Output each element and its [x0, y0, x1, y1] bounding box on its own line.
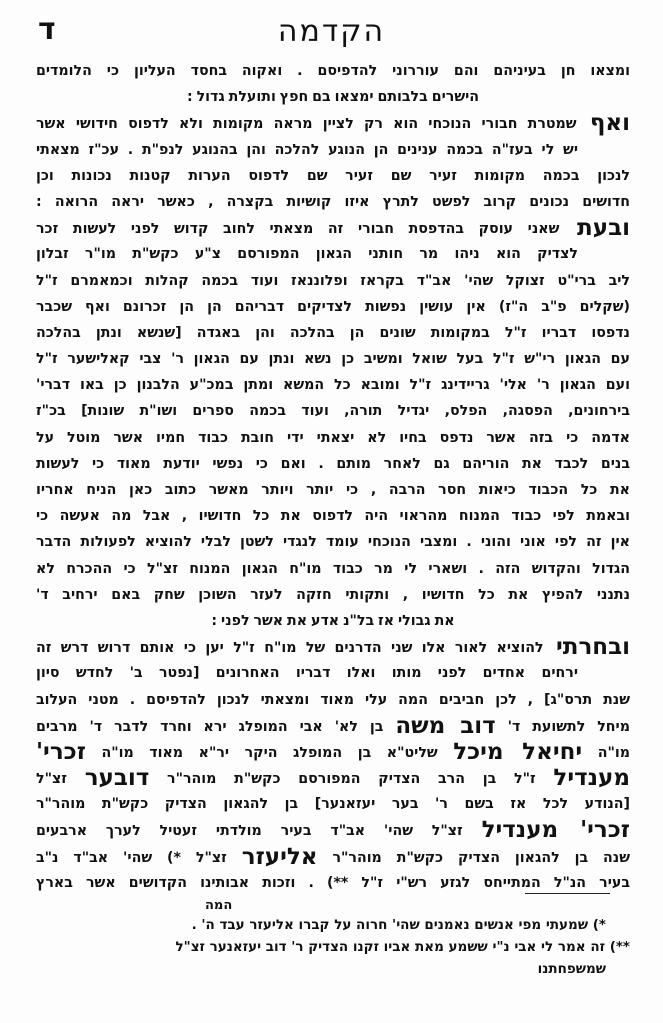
text-segment: [הנודע לכל אז בשם ר' בער יעזאנער] בן להגאון הצדיק כקש"ת מוהר"ר	[36, 796, 630, 813]
text-line	[36, 110, 630, 136]
text-segment: שנה בן להגאון הצדיק כקש"ת מוהר"ר	[317, 849, 630, 866]
text-line	[36, 608, 630, 634]
text-segment: (שקלים פ"ב ה"ז) אין עושין נפשות לצדיקים דבריהם הן הן זכרונם ואף שכבר	[36, 298, 630, 315]
text-segment: בירחונים, הפסגה, הפלס, יגדיל תורה, ועוד בכמה ספרים ושו"ת שונות] בכ"ז	[36, 403, 630, 420]
text-segment: נתנני להפיץ את כל חדושיו , ותקותי חזקה לעזר השוכן שחק באם ירחיב ד'	[36, 586, 630, 603]
text-segment: ובאמת לפי כבוד המנוח מהראוי היה לדפוס את כל חדושיו , אבל מה אעשה כי	[36, 508, 630, 525]
text-segment: את גבולי אז בל"נ אדע את אשר לפני :	[211, 612, 455, 629]
text-segment: שנת תרס"ג] , לכן חביבים המה עלי מאוד ומצאתי לנכון להדפיסם . מטני העלוב	[36, 691, 630, 708]
text-segment: את כל הכבוד כיאות חסר הרבה , כי יותר ויותר מאשר כתוב כאן הניח אחריו	[36, 482, 630, 498]
text-line	[36, 215, 630, 241]
text-segment: בעיר הנ"ל המתייחס לגזע רש"י ז"ל **) . וזכות אבותינו הקדושים אשר בארץ	[36, 874, 630, 891]
text-line	[36, 556, 630, 582]
emphasized-word: דובער	[84, 765, 150, 792]
text-segment: ועם הגאון ר' אלי' גריידינג ז"ל ומובא כל המשא ומתן במכ"ע הלבנון כן באו דברי'	[36, 377, 630, 394]
text-line	[36, 451, 630, 477]
text-line	[36, 268, 630, 294]
text-line	[36, 84, 630, 110]
text-segment: הישרים בלבותם ימצאו בם חפץ ותועלת גדול :	[186, 89, 480, 106]
text-segment: אדמה כי בזה אשר נדפס בחיו לא יצאתי ידי חובת כבוד חמיו אשר מוטל על	[36, 429, 630, 446]
emphasized-word: זכרי' מענדיל	[481, 817, 630, 844]
text-segment: זצ"ל	[36, 771, 85, 788]
emphasized-word: זכרי'	[36, 738, 86, 765]
text-line	[36, 425, 630, 451]
text-segment: שאני עוסק בהדפסת חבורי זה מצאתי לחוב קדוש לפני לעשות זכר	[36, 221, 560, 238]
footnote: **) זה אמר לי אבי נ"י ששמע מאת אביו זקנו הצדיק ר' דוב יעזאנער זצ"ל	[175, 939, 630, 955]
text-segment: מיחל לתשועת ד'	[495, 718, 630, 735]
text-line	[36, 660, 630, 686]
text-segment: בן לא' אבי המופלג ירא וחרד לדבר ד' מרבים	[36, 718, 396, 735]
text-line	[36, 163, 630, 189]
text-line	[36, 241, 630, 267]
text-line	[36, 294, 630, 320]
text-segment: ז"ל בן הרב הצדיק המפורסם כקש"ת מוהר"ר	[149, 771, 554, 788]
footnote: *) שמעתי מפי אנשים נאמנים שהי' חרוה על קברו אליעזר עבד ה' .	[191, 917, 606, 933]
text-segment: נדפסו דבריו ז"ל במקומות שונים הן בהלכה והן באגדה [שנשא ונתן בהלכה	[36, 324, 630, 341]
text-line	[36, 634, 630, 660]
text-line	[36, 372, 630, 398]
text-segment: זצ"ל *) שהי' אב"ד נ"ב	[36, 849, 242, 866]
emphasized-word: מענדיל	[553, 765, 630, 792]
footnote-continuation: שמשפחתנו	[537, 961, 606, 977]
text-line	[36, 817, 630, 843]
emphasized-word: ובחרתי	[543, 634, 630, 661]
catchword: המה	[205, 898, 233, 913]
text-line	[36, 713, 630, 739]
text-segment: שמטרת חבורי הנוכחי הוא רק לציין מראה מקומות ולא לדפוס חידושי אשר	[36, 116, 577, 133]
text-line	[36, 137, 630, 163]
text-segment: לצדיק הוא ניהו מר חותני הגאון המפורסם צ"ע כקש"ת מו"ר זבלון	[36, 246, 578, 263]
text-line	[36, 687, 630, 713]
emphasized-word: אליעזר	[241, 843, 318, 870]
text-segment: חדושים נכונים קרוב לפשט לתרץ איזו קושיות בקצרה , כאשר יראה הרואה :	[36, 193, 630, 210]
text-segment: עם הגאון רי"ש ז"ל בעל שואל ומשיב כן נשא ונתן עם הגאון ר' צבי קאלישער ז"ל	[36, 351, 630, 368]
page-title: הקדמה	[277, 14, 386, 49]
text-line	[36, 739, 630, 765]
page-number: ד	[38, 12, 56, 47]
text-segment: זצ"ל שהי' אב"ד בעיר מולדתי זעטיל לערך ארבעים	[36, 823, 482, 840]
main-text	[36, 58, 630, 896]
text-segment: מו"ה	[582, 744, 630, 761]
text-segment: שליט"א בן המופלג היקר יר"א מאוד מו"ה	[85, 744, 454, 761]
text-line	[36, 346, 630, 372]
text-segment: להוציא לאור אלו שני הדרנים של מו"ח ז"ל יען כי אותם דרוש דרש זה	[36, 640, 544, 657]
footnote-divider	[525, 893, 610, 894]
text-segment: ליב ברי"ט זצוקל שהי' אב"ד בקראז ופלוננאז ועוד בכמה קהלות וכמאמרם ז"ל	[36, 272, 630, 289]
text-line	[36, 529, 630, 555]
text-line	[36, 58, 630, 84]
text-segment: ומצאו חן בעיניהם והם עוררוני להדפיסם . ואקוה בחסד העליון כי הלומדים	[36, 63, 630, 79]
text-segment: ירחים אחדים לפני מותו ואלו דבריו האחרונים [נפטר ב' לחדש סיון	[36, 665, 578, 682]
footnotes	[36, 914, 630, 980]
text-line	[36, 189, 630, 215]
emphasized-word: יחיאל מיכל	[453, 738, 583, 765]
text-line	[36, 320, 630, 346]
text-line	[36, 398, 630, 424]
text-line	[36, 582, 630, 608]
text-line	[36, 791, 630, 817]
text-line	[36, 477, 630, 503]
text-segment: הגדול והקדוש הזה . ושארי לי מר כבוד מו"ח הגאון המנוח זצ"ל כי ההכרח לא	[36, 560, 630, 577]
text-line	[36, 503, 630, 529]
text-segment: לנכון בכמה מקומות זעיר שם זעיר שם לדפוס הערות קטנות נכונות וכן	[36, 167, 630, 184]
text-line	[36, 765, 630, 791]
emphasized-word: ואף	[576, 110, 630, 137]
text-segment: יש לי בעז"ה בכמה ענינים הן הנוגע להלכה והן בהנוגע לנפ"ת . עכ"ז מצאתי	[36, 141, 578, 158]
text-segment: בנים לכבד את הוריהם גם לאחר מותם . ואם כי נפשי יודעת מאוד כי לעשות	[36, 455, 630, 472]
text-segment: אין זה לפי אוני והוני . ומצבי הנוכחי עומד לנגדי לשטן לבלי להוציא לפעולות הדבר	[36, 534, 630, 551]
emphasized-word: דוב משה	[395, 712, 496, 739]
emphasized-word: ובעת	[559, 215, 630, 242]
text-line	[36, 844, 630, 870]
